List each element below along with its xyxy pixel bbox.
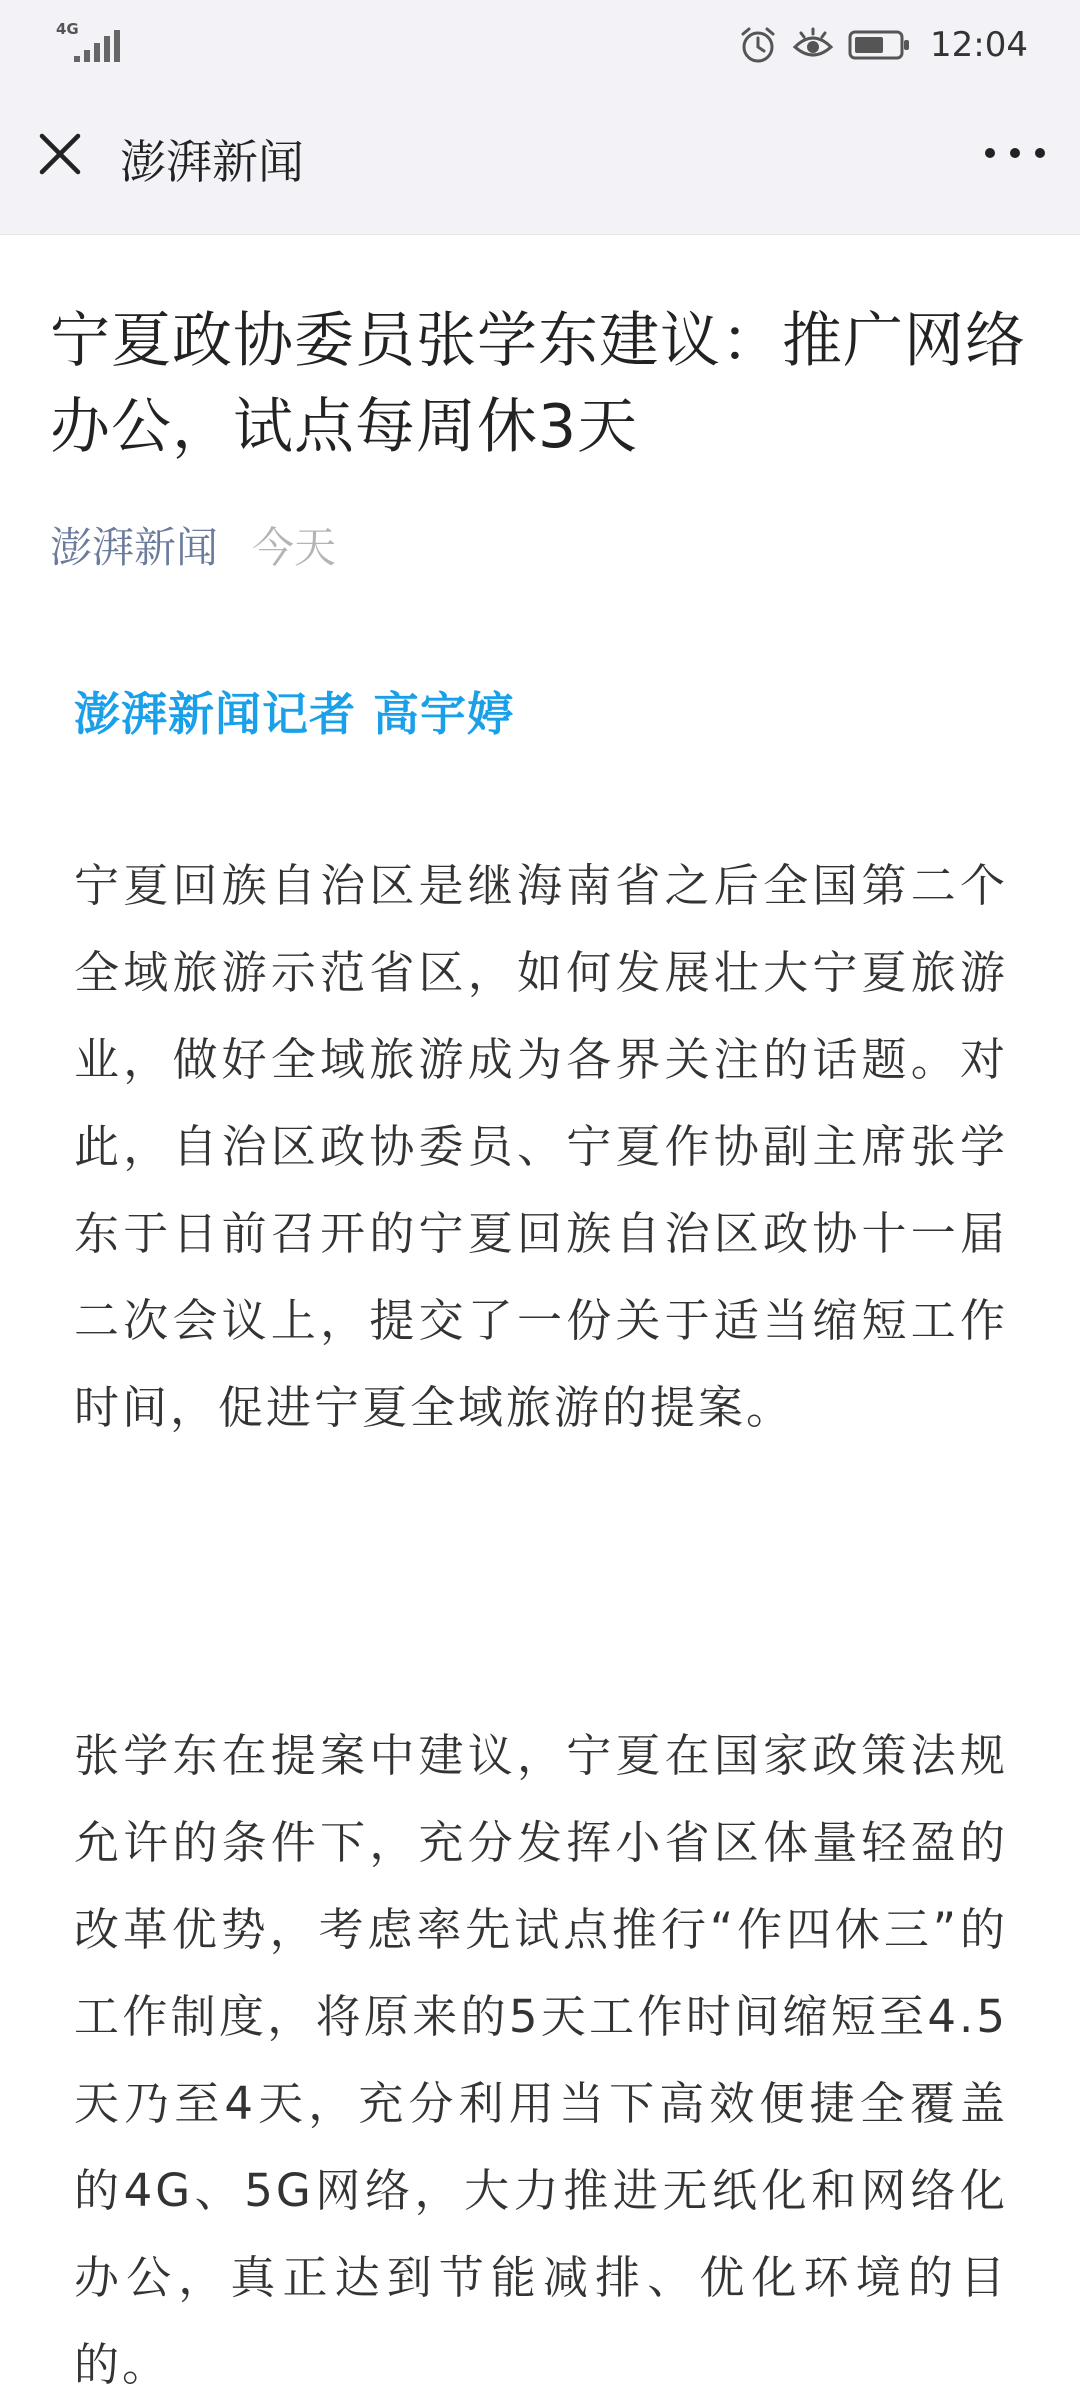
- article-date: 今天: [252, 523, 337, 572]
- clock: 12:04: [930, 25, 1028, 65]
- more-icon[interactable]: [980, 130, 1050, 176]
- close-icon[interactable]: [30, 124, 90, 184]
- alarm-icon: [738, 25, 778, 65]
- battery-icon: [848, 30, 910, 60]
- network-type: 4G: [56, 20, 79, 38]
- status-bar: [0, 0, 1080, 90]
- signal-icon: [74, 30, 122, 62]
- eye-comfort-icon: [792, 27, 834, 63]
- article-paragraph: 张学东在提案中建议，宁夏在国家政策法规允许的条件下，充分发挥小省区体量轻盈的改革优势，考虑率先试点推行“作四休三”的工作制度，将原来的5天工作时间缩短至4.5天乃至4天，充分利用当下高效便捷全覆盖的4G、5G网络，大力推进无纸化和网络化办公，真正达到节能减排、优化环境的目的。: [74, 1729, 1008, 2391]
- article-source-link[interactable]: 澎湃新闻: [50, 523, 219, 572]
- signal-indicator: [56, 22, 116, 64]
- nav-title: 澎湃新闻: [120, 135, 304, 189]
- article-byline: 澎湃新闻记者 高宇婷: [74, 687, 515, 741]
- status-right: [738, 22, 1028, 68]
- nav-bar: [0, 90, 1080, 235]
- article-meta: [50, 518, 336, 578]
- article-paragraph: 宁夏回族自治区是继海南省之后全国第二个全域旅游示范省区，如何发展壮大宁夏旅游业，做好全域旅游成为各界关注的话题。对此，自治区政协委员、宁夏作协副主席张学东于日前召开的宁夏回族自治区政协十一届二次会议上，提交了一份关于适当缩短工作时间，促进宁夏全域旅游的提案。: [74, 859, 1008, 1434]
- article-headline: 宁夏政协委员张学东建议：推广网络办公，试点每周休3天: [50, 306, 1026, 462]
